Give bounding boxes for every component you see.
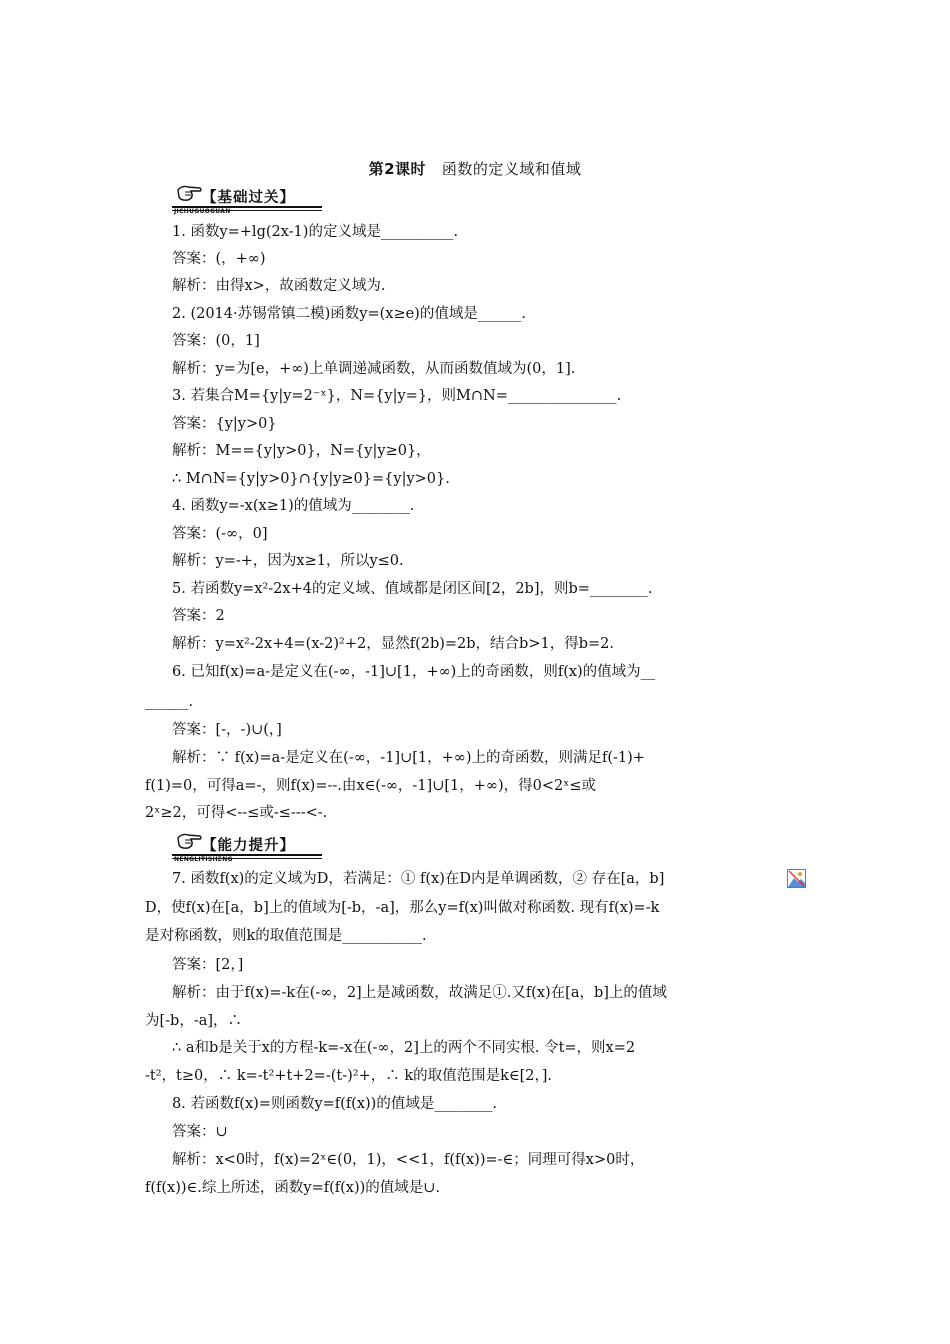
text-line: 答案：{y|y>0} [172, 416, 277, 432]
text-line: 答案：[-，-)∪(，] [172, 722, 282, 738]
broken-image-icon [787, 869, 806, 888]
text-line: 答案：(-∞，0] [172, 526, 268, 542]
text-line: 解析：由于f(x)=-k在(-∞，2]上是减函数，故满足①.又f(x)在[a，b]上的值域 [172, 985, 667, 1001]
text-line: 答案：[2，] [172, 957, 244, 973]
text-line: 答案：2 [172, 608, 225, 624]
text-line: 7. 函数f(x)的定义域为D，若满足：① f(x)在D内是单调函数，② 存在[a，b] [172, 871, 665, 887]
text-line: 解析：y=为[e，+∞)上单调递减函数，从而函数值域为(0，1]. [172, 361, 576, 377]
text-line: 解析：M=={y|y>0}，N={y|y≥0}， [172, 443, 431, 459]
text-line: ∴ M∩N={y|y>0}∩{y|y≥0}={y|y>0}. [172, 471, 450, 487]
text-line: 4. 函数y=-x(x≥1)的值域为________. [172, 498, 415, 514]
text-line: 是对称函数，则k的取值范围是___________. [145, 928, 427, 944]
text-line: f(1)=0，可得a=-，则f(x)=--.由x∈(-∞，-1]∪[1，+∞)，得0<2ˣ≤或 [145, 778, 597, 794]
text-line: 2ˣ≥2，可得<--≤或-≤---<-. [145, 805, 328, 821]
text-line: 6. 已知f(x)=a-是定义在(-∞，-1]∪[1，+∞)上的奇函数，则f(x)的值域为__ [172, 664, 656, 680]
text-line: 解析：∵ f(x)=a-是定义在(-∞，-1]∪[1，+∞)上的奇函数，则满足f(-1)+ [172, 750, 645, 766]
text-line: 解析：y=x²-2x+4=(x-2)²+2，显然f(2b)=2b，结合b>1，得b=2. [172, 636, 614, 652]
text-line: 8. 若函数f(x)=则函数y=f(f(x))的值域是________. [172, 1096, 497, 1112]
section-header-basic [172, 184, 332, 216]
text-line: -t²，t≥0，∴ k=-t²+t+2=-(t-)²+，∴ k的取值范围是k∈[2，]. [145, 1068, 553, 1084]
text-line: 解析：y=-+，因为x≥1，所以y≤0. [172, 553, 404, 569]
pointing-hand-icon [176, 832, 202, 852]
text-line: D，使f(x)在[a，b]上的值域为[-b，-a]，那么y=f(x)叫做对称函数. 现有f(x)=-k [145, 900, 660, 916]
text-line: f(f(x))∈.综上所述，函数y=f(f(x))的值域是∪. [145, 1180, 441, 1196]
section-label-basic: 【基础过关】 [202, 190, 295, 206]
pointing-hand-icon [176, 184, 202, 204]
text-line: ∴ a和b是关于x的方程-k=-x在(-∞，2]上的两个不同实根. 令t=，则x=2 [172, 1040, 636, 1056]
text-line: ______. [145, 694, 194, 710]
text-line: 解析：x<0时，f(x)=2ˣ∈(0，1)，<<1，f(f(x))=-∈；同理可得x>0时， [172, 1152, 645, 1168]
text-line: 3. 若集合M={y|y=2⁻ˣ}，N={y|y=}，则M∩N=_______________. [172, 388, 622, 404]
section-label-advanced: 【能力提升】 [202, 838, 295, 854]
text-line: 为[-b，-a]，∴ [145, 1013, 243, 1029]
section-sub-advanced: NENGLITISHENG [174, 856, 233, 863]
text-line: 答案：∪ [172, 1124, 228, 1140]
text-line: 1. 函数y=+lg(2x-1)的定义域是__________. [172, 224, 459, 240]
text-line: 5. 若函数y=x²-2x+4的定义域、值域都是闭区间[2，2b]，则b=________. [172, 581, 653, 597]
text-line: 解析：由得x>，故函数定义域为. [172, 278, 386, 294]
lesson-title: 函数的定义域和值域 [441, 160, 582, 178]
page-title [0, 158, 950, 179]
text-line: 2. (2014·苏锡常镇二模)函数y=(x≥e)的值域是______. [172, 306, 526, 322]
section-header-advanced [172, 832, 332, 864]
text-line: 答案：(0，1] [172, 333, 260, 349]
text-line: 答案：(，+∞) [172, 251, 266, 267]
section-sub-basic: JICHUGUOGUAN [174, 208, 231, 215]
lesson-number: 第2课时 [368, 160, 427, 178]
